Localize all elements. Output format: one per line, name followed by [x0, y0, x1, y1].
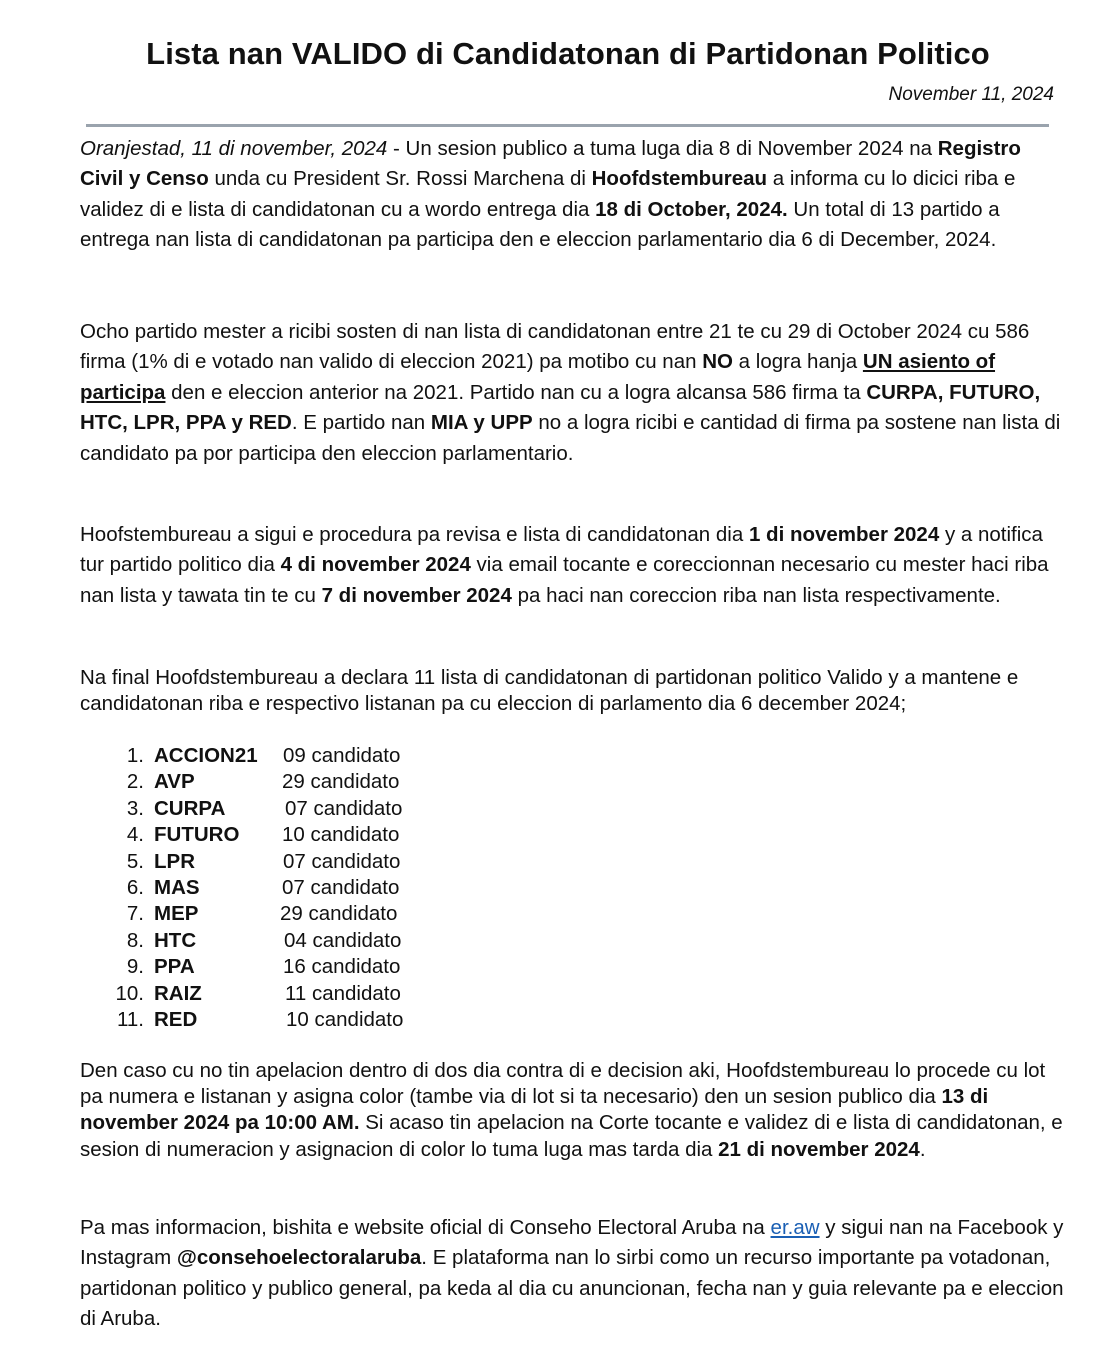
- candidate-count: 11 candidato: [285, 981, 401, 1005]
- candidate-count: 16 candidato: [283, 955, 401, 979]
- text: . E partido nan: [291, 411, 431, 435]
- text: via email tocante e coreccionnan necesario cu mester haci riba nan lista y tawata tin te cu: [80, 553, 1049, 607]
- session-date: 13 di november 2024 pa 10:00 AM.: [80, 1085, 989, 1135]
- party-name: LPR: [154, 849, 195, 873]
- candidate-count: 29 candidato: [282, 770, 400, 794]
- list-number: 4.: [126, 823, 144, 847]
- list-item: [114, 928, 424, 954]
- list-item: [114, 849, 424, 875]
- list-number: 1.: [126, 744, 144, 767]
- candidate-count: 10 candidato: [286, 1007, 404, 1031]
- notification-date: 4 di november 2024: [280, 553, 471, 577]
- text: - Un sesion publico a tuma luga dia 8 di November 2024 na: [387, 137, 938, 160]
- party-name: CURPA: [154, 796, 226, 820]
- party-name: AVP: [154, 770, 195, 794]
- party-name: MAS: [154, 875, 200, 899]
- paragraph-more-info: [80, 1213, 1065, 1335]
- list-item: [114, 822, 424, 848]
- list-item: [114, 954, 424, 980]
- list-item: [114, 875, 424, 901]
- text: unda cu President Sr. Rossi Marchena di: [208, 167, 592, 191]
- header-divider: [86, 124, 1049, 127]
- list-item: [114, 901, 424, 927]
- list-item: [114, 981, 424, 1007]
- registro-civil: Registro Civil y Censo: [80, 137, 1021, 191]
- list-number: 9.: [126, 955, 144, 979]
- website-link[interactable]: er.aw: [770, 1216, 820, 1239]
- document-title: Lista nan VALIDO di Candidatonan di Partidonan Politico: [146, 36, 990, 71]
- text: Den caso cu no tin apelacion dentro di dos dia contra di e decision aki, Hoofdstembureau lo procede cu lot pa numera e listanan y asigna color (tambe via di lot si ta necesario) den un sesion publico dia: [80, 1059, 1046, 1109]
- paragraph-procedure: [80, 520, 1065, 611]
- failed-parties: MIA y UPP: [430, 411, 533, 435]
- party-name: PPA: [154, 955, 195, 979]
- party-name: MEP: [154, 902, 199, 926]
- text: Ocho partido mester a ricibi sosten di nan lista di candidatonan entre 21 te cu 29 di October 2024 cu 586 firma (1% di e votado nan valido di eleccion 2021) pa motibo cu nan: [80, 320, 1030, 374]
- text: Si acaso tin apelacion na Corte tocante e validez di e lista di candidatonan, e sesion di numeracion y asignacion di color lo tuma luga mas tarda dia: [80, 1111, 1063, 1161]
- paragraph-intro: [80, 134, 1065, 256]
- list-item: [114, 796, 424, 822]
- list-number: 6.: [126, 875, 144, 899]
- emphasis-no: NO: [702, 350, 733, 374]
- text: . E plataforma nan lo sirbi como un recurso importante pa votadonan, partidonan politico y publico general, pa keda al dia cu anuncionan, fecha nan y guia relevante pa e eleccion di Aruba.: [80, 1246, 1064, 1331]
- list-item: [114, 743, 424, 769]
- candidate-count: 07 candidato: [285, 796, 403, 820]
- list-number: 7.: [126, 902, 144, 926]
- candidate-count: 07 candidato: [283, 849, 401, 873]
- party-name: FUTURO: [154, 823, 240, 847]
- paragraph-signatures: [80, 317, 1065, 469]
- underlined-phrase: UN asiento of participa: [80, 350, 996, 404]
- qualified-parties: CURPA, FUTURO, HTC, LPR, PPA y RED: [80, 380, 1041, 435]
- party-name: ACCION21: [154, 744, 258, 767]
- candidate-count: 09 candidato: [283, 744, 401, 767]
- text: y a notifica tur partido politico dia: [80, 523, 1043, 577]
- text: den e eleccion anterior na 2021. Partido nan cu a logra alcansa 586 firma ta: [165, 380, 867, 404]
- list-number: 5.: [126, 849, 144, 873]
- list-number: 8.: [126, 928, 144, 952]
- paragraph-numbering-session: [80, 1058, 1065, 1163]
- review-date: 1 di november 2024: [748, 523, 940, 546]
- list-number: 10.: [115, 981, 144, 1005]
- party-name: HTC: [154, 928, 197, 952]
- list-item: [114, 769, 424, 795]
- list-number: 2.: [126, 770, 144, 794]
- document-date: November 11, 2024: [888, 84, 1054, 105]
- text: no a logra ricibi e cantidad di firma pa sostene nan lista di candidato pa por participa den eleccion parlamentario.: [80, 411, 1061, 465]
- text: .: [919, 1137, 926, 1161]
- text: Hoofstembureau a sigui e procedura pa revisa e lista di candidatonan dia: [80, 523, 749, 546]
- latest-session-date: 21 di november 2024: [718, 1137, 920, 1161]
- candidate-count: 04 candidato: [284, 928, 402, 952]
- text: a logra hanja: [732, 350, 863, 374]
- list-number: 3.: [126, 796, 144, 820]
- hoofdstembureau: Hoofdstembureau: [591, 167, 768, 191]
- submission-date: 18 di October, 2024.: [595, 197, 788, 221]
- social-handle: @consehoelectoralaruba: [176, 1246, 422, 1270]
- text: a informa cu lo dicici riba e validez di e lista di candidatonan cu a wordo entrega dia: [80, 167, 1016, 221]
- correction-deadline: 7 di november 2024: [321, 583, 512, 607]
- list-number: 11.: [117, 1007, 144, 1031]
- dateline: Oranjestad, 11 di november, 2024: [80, 137, 388, 160]
- candidate-count: 10 candidato: [282, 823, 400, 847]
- paragraph-declaration: Na final Hoofdstembureau a declara 11 lista di candidatonan di partidonan politico Valido y a mantene e candidatonan riba e respectivo listanan pa cu eleccion di parlamento dia 6 december 2024;: [80, 666, 1019, 716]
- party-list: [114, 743, 424, 1033]
- party-name: RED: [154, 1007, 198, 1031]
- text: y sigui nan na Facebook y Instagram: [80, 1216, 1064, 1270]
- text: Un total di 13 partido a entrega nan lista di candidatonan pa participa den e eleccion parlamentario dia 6 di December, 2024.: [80, 197, 1000, 252]
- text: Pa mas informacion, bishita e website oficial di Conseho Electoral Aruba na: [80, 1216, 771, 1239]
- party-name: RAIZ: [154, 981, 202, 1005]
- text: pa haci nan coreccion riba nan lista respectivamente.: [511, 583, 1001, 607]
- candidate-count: 29 candidato: [280, 902, 398, 926]
- list-item: [114, 1007, 424, 1033]
- candidate-count: 07 candidato: [282, 875, 400, 899]
